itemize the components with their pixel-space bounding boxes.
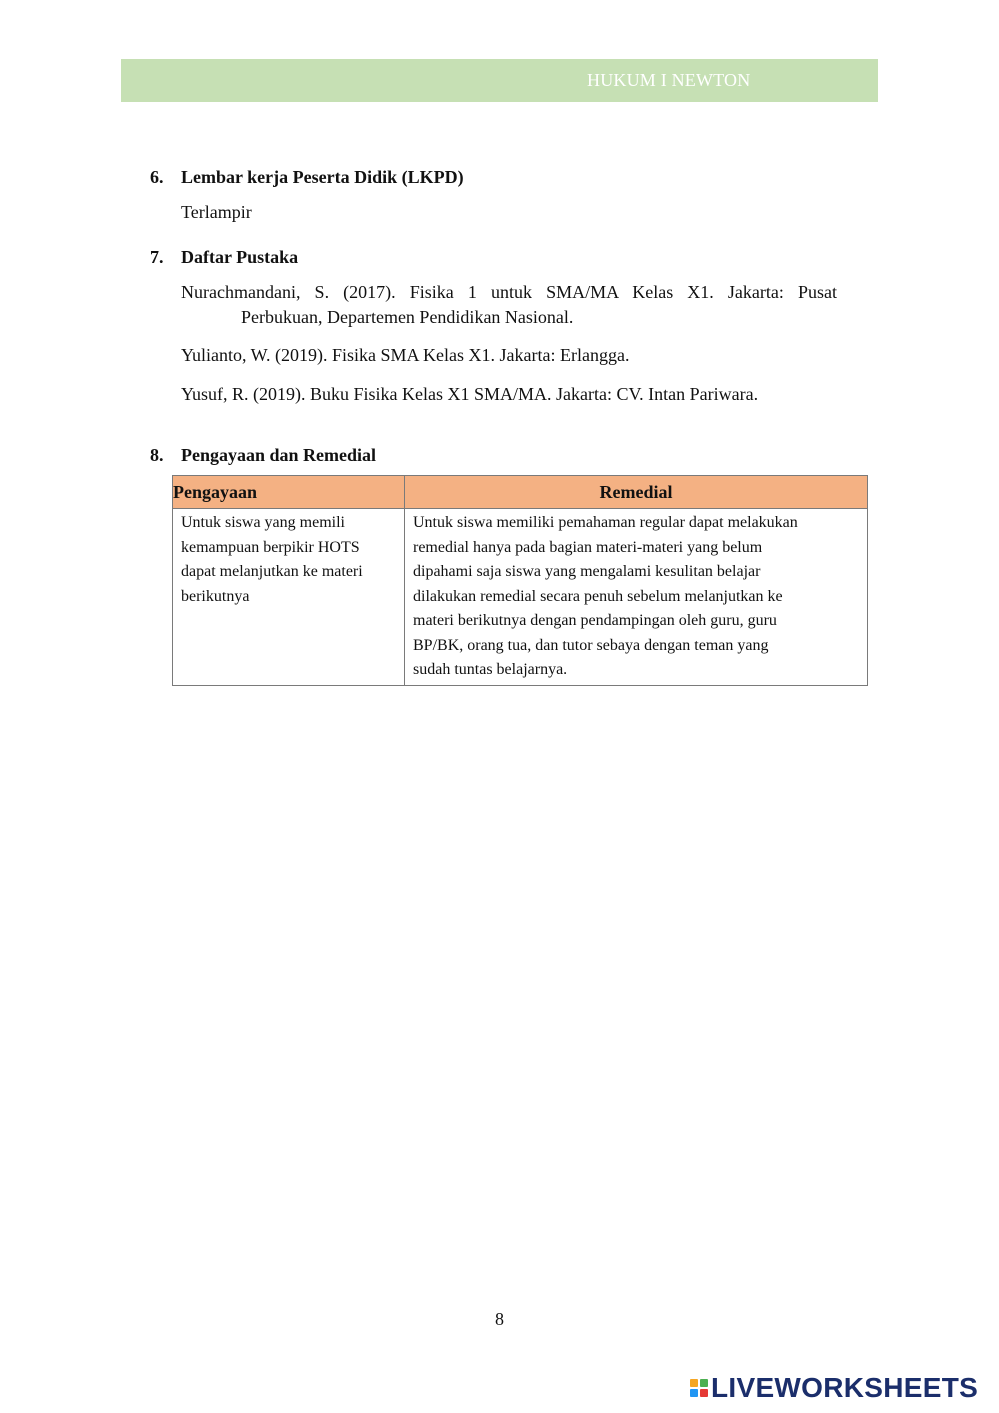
remedial-line: BP/BK, orang tua, dan tutor sebaya dengan teman yang bbox=[413, 636, 769, 654]
section-6-body: Terlampir bbox=[181, 202, 252, 222]
header-title: HUKUM I NEWTON bbox=[587, 70, 751, 90]
section-8-title: Pengayaan dan Remedial bbox=[181, 445, 377, 465]
pengayaan-line: Untuk siswa yang memili bbox=[181, 514, 345, 531]
section-7-number: 7. bbox=[150, 247, 164, 267]
pengayaan-line: berikutnya bbox=[181, 587, 250, 605]
remedial-line: dipahami saja siswa yang mengalami kesulitan belajar bbox=[413, 563, 761, 580]
header-band bbox=[121, 59, 878, 102]
reference-1-line1: Nurachmandani, S. (2017). Fisika 1 untuk SMA/MA Kelas X1. Jakarta: Pusat bbox=[181, 282, 837, 302]
reference-1-line2: Perbukuan, Departemen Pendidikan Nasional. bbox=[241, 307, 574, 327]
remedial-line: Untuk siswa memiliki pemahaman regular dapat melakukan bbox=[413, 514, 798, 531]
remedial-line: dilakukan remedial secara penuh sebelum melanjutkan ke bbox=[413, 587, 783, 605]
pengayaan-line: kemampuan berpikir HOTS bbox=[181, 538, 360, 556]
pengayaan-line: dapat melanjutkan ke materi bbox=[181, 563, 363, 580]
remedial-line: sudah tuntas belajarnya. bbox=[413, 661, 568, 678]
section-6-title: Lembar kerja Peserta Didik (LKPD) bbox=[181, 167, 464, 187]
reference-3: Yusuf, R. (2019). Buku Fisika Kelas X1 SMA/MA. Jakarta: CV. Intan Pariwara. bbox=[181, 384, 759, 404]
header-remedial: Remedial bbox=[405, 476, 868, 509]
reference-2: Yulianto, W. (2019). Fisika SMA Kelas X1. Jakarta: Erlangga. bbox=[181, 345, 630, 365]
section-8-number: 8. bbox=[150, 445, 164, 465]
liveworksheets-logo-icon bbox=[690, 1379, 708, 1397]
remedial-line: materi berikutnya dengan pendampingan oleh guru, guru bbox=[413, 612, 777, 629]
remedial-line: remedial hanya pada bagian materi-materi yang belum bbox=[413, 538, 763, 556]
brand-text: LIVEWORKSHEETS bbox=[711, 1372, 979, 1403]
table-header-row bbox=[173, 476, 868, 509]
table-row bbox=[173, 509, 868, 686]
section-6-number: 6. bbox=[150, 167, 164, 187]
remedial-cell bbox=[405, 509, 868, 686]
liveworksheets-brand bbox=[690, 1372, 978, 1404]
pengayaan-remedial-table bbox=[172, 475, 868, 686]
section-7-title: Daftar Pustaka bbox=[181, 247, 299, 267]
pengayaan-cell bbox=[173, 509, 405, 686]
header-pengayaan: Pengayaan bbox=[173, 476, 405, 509]
page-number: 8 bbox=[495, 1309, 504, 1329]
